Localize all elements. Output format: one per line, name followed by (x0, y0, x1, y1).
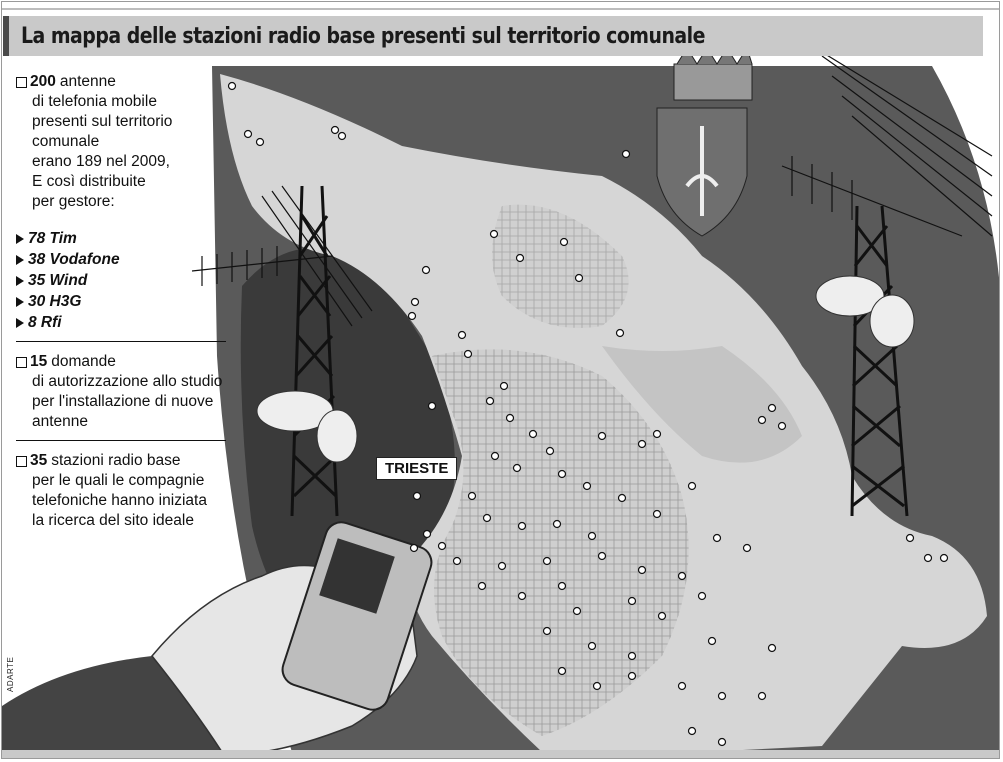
operator-label: 8 Rfi (28, 313, 62, 331)
operator-item (16, 270, 230, 291)
stat-line: E così distribuite (32, 173, 146, 190)
triangle-bullet-icon (16, 234, 24, 244)
operator-label: 78 Tim (28, 229, 77, 247)
operator-item (16, 312, 230, 333)
stat-line: stazioni radio base (51, 452, 181, 469)
title-bar (3, 16, 983, 56)
divider (16, 341, 226, 342)
triangle-bullet-icon (16, 255, 24, 265)
credit-text: ADARTE (6, 656, 15, 692)
operator-item (16, 291, 230, 312)
stat-line: erano 189 nel 2009, (32, 153, 170, 170)
dish-right-2 (870, 295, 914, 347)
stat-line: presenti sul territorio (32, 113, 173, 130)
stat-line: di telefonia mobile (32, 93, 157, 110)
stat-line: di autorizzazione allo studio (32, 373, 223, 390)
triangle-bullet-icon (16, 276, 24, 286)
checkbox-square-icon (16, 357, 27, 368)
dish-left-2 (317, 410, 357, 462)
stat-line: telefoniche hanno iniziata (32, 492, 207, 509)
stat-number: 200 (30, 73, 56, 90)
triangle-bullet-icon (16, 297, 24, 307)
stats-sidebar (16, 72, 230, 539)
checkbox-square-icon (16, 456, 27, 467)
infographic-frame (1, 1, 1000, 759)
triangle-bullet-icon (16, 318, 24, 328)
operator-item (16, 228, 230, 249)
stat-block-antennas (16, 72, 230, 212)
stat-line: per l'installazione di nuove (32, 393, 214, 410)
stat-line: antenne (32, 413, 89, 430)
divider (16, 440, 226, 441)
operator-list (16, 228, 230, 333)
stat-line: antenne (59, 73, 116, 90)
stat-block-stations (16, 451, 230, 531)
stat-number: 35 (30, 452, 48, 469)
stat-line: la ricerca del sito ideale (32, 512, 194, 529)
stat-line: domande (51, 353, 116, 370)
stat-line: per le quali le compagnie (32, 472, 205, 489)
checkbox-square-icon (16, 77, 27, 88)
operator-label: 35 Wind (28, 271, 88, 289)
stat-block-requests (16, 352, 230, 432)
stat-line: comunale (32, 133, 100, 150)
bottom-rule (2, 750, 999, 758)
stat-number: 15 (30, 353, 48, 370)
city-label: TRIESTE (376, 457, 457, 480)
operator-item (16, 249, 230, 270)
operator-label: 38 Vodafone (28, 250, 120, 268)
top-rule (2, 8, 999, 10)
operator-label: 30 H3G (28, 292, 82, 310)
stat-line: per gestore: (32, 193, 115, 210)
page-title: La mappa delle stazioni radio base presenti sul territorio comunale (21, 23, 705, 49)
